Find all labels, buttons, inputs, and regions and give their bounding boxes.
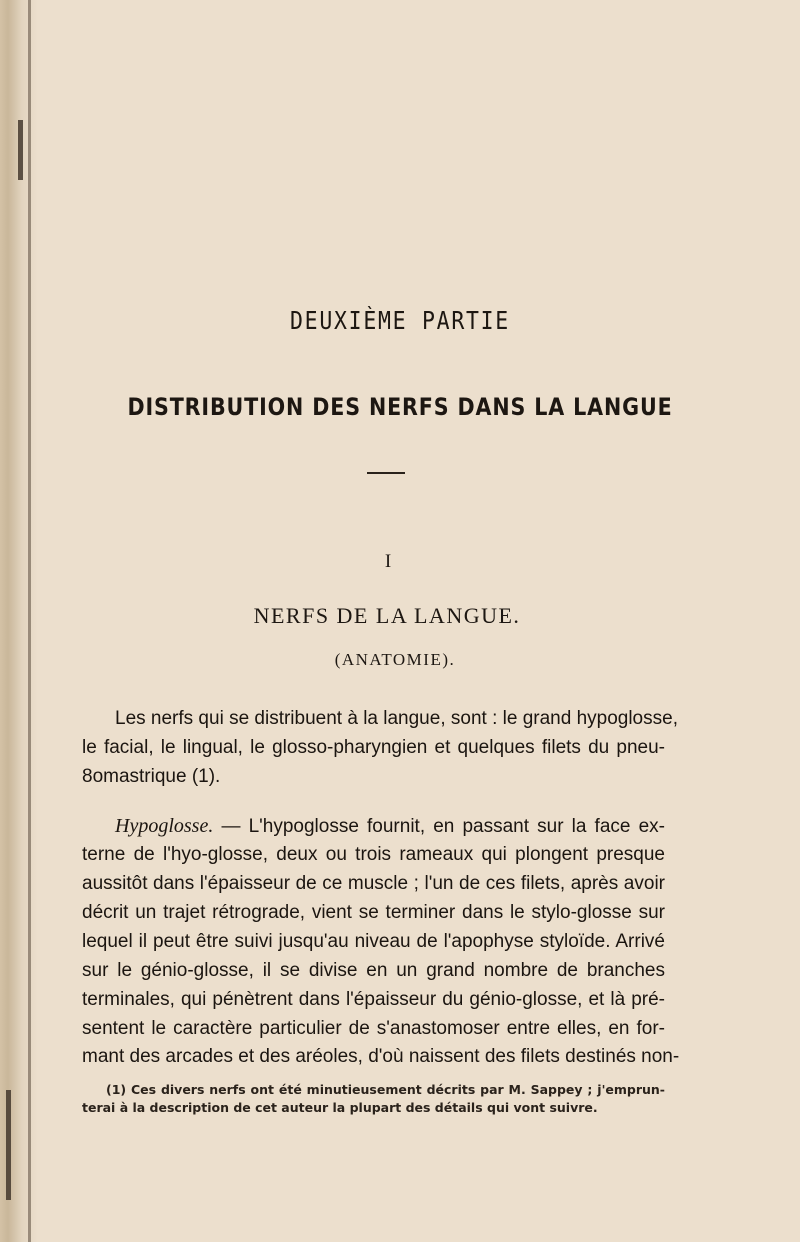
footnote-line: (1) Ces divers nerfs ont été minutieusement décrits par M. Sappey ; j'emprun- [106, 1082, 665, 1097]
section-subtitle: (ANATOMIE). [334, 650, 456, 669]
binding-mark [18, 120, 23, 180]
title-rule [367, 472, 405, 474]
paragraph-line: Les nerfs qui se distribuent à la langue, sont : le grand hypoglosse, [115, 708, 678, 729]
paragraph-line: décrit un trajet rétrograde, vient se terminer dans le stylo-glosse sur [82, 902, 665, 923]
paragraph-line: terminales, qui pénètrent dans l'épaisseur du génio-glosse, et là pré- [82, 989, 665, 1010]
paragraph-line: 8omastrique (1). [82, 766, 221, 787]
paragraph-line: mant des arcades et des aréoles, d'où naissent des filets destinés non- [82, 1046, 680, 1067]
paragraph-line: sentent le caractère particulier de s'anastomoser entre elles, en for- [82, 1018, 665, 1039]
section-title: NERFS DE LA LANGUE. [253, 603, 521, 628]
paragraph-lead: Hypoglosse. [115, 815, 214, 837]
section-number: I [384, 551, 392, 572]
paragraph-line: terne de l'hyo-glosse, deux ou trois rameaux qui plongent presque [82, 844, 665, 865]
paragraph-line: lequel il peut être suivi jusqu'au niveau de l'apophyse styloïde. Arrivé [82, 931, 665, 952]
paragraph-line: aussitôt dans l'épaisseur de ce muscle ; l'un de ces filets, après avoir [82, 873, 665, 894]
paragraph-line [115, 815, 665, 837]
chapter-title: DISTRIBUTION DES NERFS DANS LA LANGUE [127, 393, 673, 421]
paragraph-line: le facial, le lingual, le glosso-pharyngien et quelques filets du pneu- [82, 737, 665, 758]
binding-mark [6, 1090, 11, 1200]
part-title: DEUXIÈME PARTIE [290, 306, 510, 335]
paragraph-line-text: — L'hypoglosse fournit, en passant sur la face ex- [213, 816, 665, 837]
footnote-line: terai à la description de cet auteur la plupart des détails qui vont suivre. [82, 1100, 598, 1115]
paragraph-line: sur le génio-glosse, il se divise en un grand nombre de branches [82, 960, 665, 981]
